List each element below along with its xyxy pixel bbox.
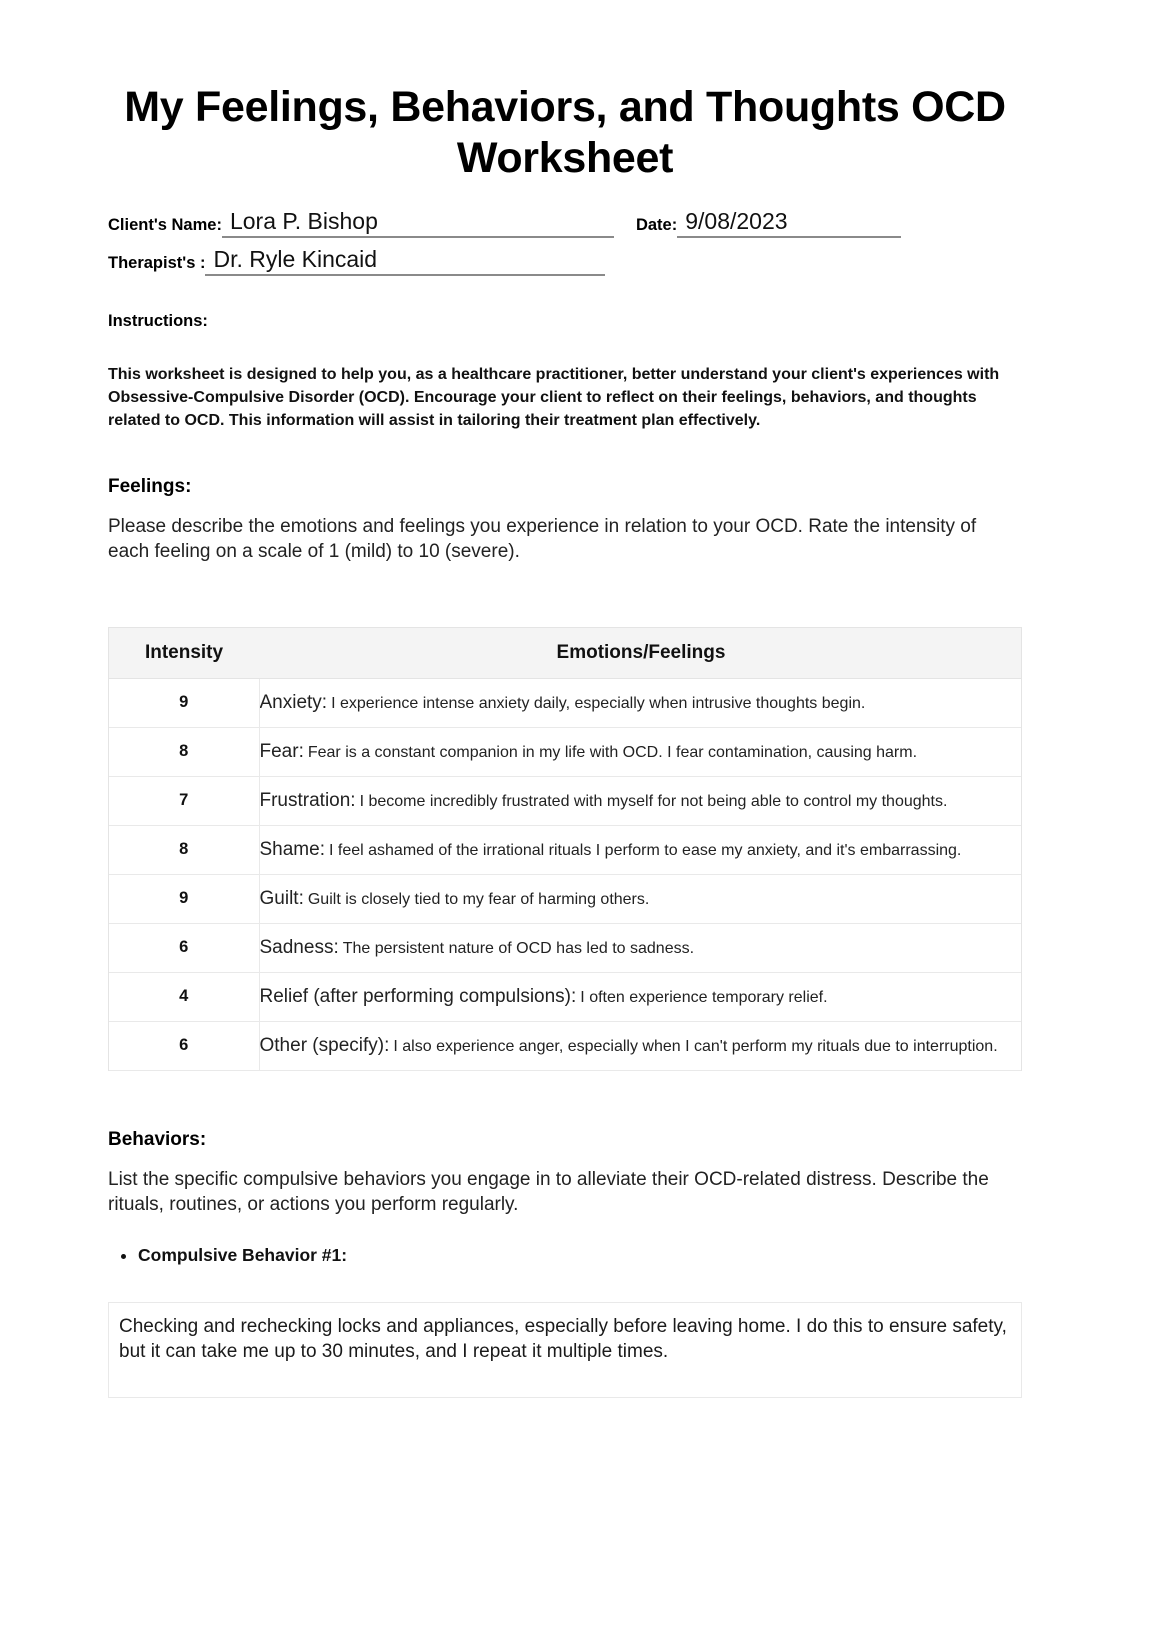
- emotion-description: I experience intense anxiety daily, especially when intrusive thoughts begin.: [331, 694, 866, 712]
- intensity-cell[interactable]: 6: [109, 923, 259, 972]
- feelings-table-body: [109, 678, 1022, 1070]
- emotion-label: Frustration:: [259, 789, 356, 811]
- feelings-table-wrapper: [108, 627, 1022, 1071]
- emotion-description: The persistent nature of OCD has led to sadness.: [342, 939, 695, 957]
- column-header-intensity: Intensity: [109, 628, 259, 679]
- table-row: [109, 923, 1022, 972]
- therapist-label: Therapist's :: [108, 253, 206, 272]
- intensity-cell[interactable]: 8: [109, 727, 259, 776]
- table-row: [109, 1021, 1022, 1070]
- list-item: • Compulsive Behavior #1:: [138, 1245, 1022, 1266]
- page-title: My Feelings, Behaviors, and Thoughts OCD Worksheet: [124, 83, 1006, 182]
- emotion-description: I feel ashamed of the irrational rituals I perform to ease my anxiety, and it's embarrassing.: [328, 841, 962, 859]
- intensity-cell[interactable]: 8: [109, 825, 259, 874]
- table-row: [109, 972, 1022, 1021]
- table-row: [109, 825, 1022, 874]
- table-header-row: [109, 628, 1022, 679]
- emotion-cell[interactable]: [259, 874, 1022, 923]
- behaviors-prompt: List the specific compulsive behaviors you engage in to alleviate their OCD-related distress. Describe the rituals, routines, or actions you perform regularly.: [108, 1168, 989, 1215]
- intensity-cell[interactable]: 7: [109, 776, 259, 825]
- emotion-label: Sadness:: [259, 936, 339, 958]
- emotion-cell[interactable]: [259, 923, 1022, 972]
- feelings-table-head: [109, 628, 1022, 679]
- emotion-description: Fear is a constant companion in my life with OCD. I fear contamination, causing harm.: [307, 743, 918, 761]
- column-header-emotions: Emotions/Feelings: [259, 628, 1022, 679]
- intensity-cell[interactable]: 9: [109, 874, 259, 923]
- intensity-cell[interactable]: 9: [109, 678, 259, 727]
- instructions-body: This worksheet is designed to help you, as a healthcare practitioner, better understand your client's experiences with Obsessive-Compulsive Disorder (OCD). Encourage your client to reflect on their feelings, behaviors, and thoughts related to OCD. This information will assist in tailoring their treatment plan effectively.: [108, 365, 1000, 430]
- table-row: [109, 727, 1022, 776]
- behavior-answer-text: Checking and rechecking locks and appliances, especially before leaving home. I do this to ensure safety, but it can take me up to 30 minutes, and I repeat it multiple times.: [119, 1316, 1007, 1362]
- client-name-row: [108, 209, 1022, 238]
- client-info-form: [108, 209, 1022, 276]
- client-name-field[interactable]: Lora P. Bishop: [222, 209, 614, 238]
- behavior-answer-box[interactable]: [108, 1302, 1022, 1398]
- date-label: Date:: [635, 216, 678, 235]
- client-name-label: Client's Name:: [108, 216, 222, 235]
- emotion-label: Other (specify):: [259, 1034, 390, 1056]
- instructions-heading: Instructions:: [108, 311, 208, 330]
- feelings-heading: Feelings:: [108, 476, 192, 498]
- emotion-description: Guilt is closely tied to my fear of harming others.: [307, 890, 650, 908]
- table-row: [109, 678, 1022, 727]
- worksheet-content: [108, 0, 1022, 1398]
- table-row: [109, 874, 1022, 923]
- emotion-label: Fear:: [259, 740, 304, 762]
- emotion-cell[interactable]: [259, 727, 1022, 776]
- feelings-prompt: Please describe the emotions and feelings you experience in relation to your OCD. Rate the intensity of each feeling on a scale of 1 (mild) to 10 (severe).: [108, 516, 977, 563]
- intensity-cell[interactable]: 4: [109, 972, 259, 1021]
- emotion-cell[interactable]: [259, 972, 1022, 1021]
- emotion-cell[interactable]: [259, 776, 1022, 825]
- emotion-cell[interactable]: [259, 1021, 1022, 1070]
- behaviors-bullet-list: [108, 1245, 1022, 1266]
- date-field[interactable]: 9/08/2023: [677, 209, 901, 238]
- emotion-label: Relief (after performing compulsions):: [259, 985, 577, 1007]
- feelings-table: [109, 628, 1022, 1071]
- emotion-label: Guilt:: [259, 887, 304, 909]
- therapist-field[interactable]: Dr. Ryle Kincaid: [205, 247, 605, 276]
- emotion-cell[interactable]: [259, 678, 1022, 727]
- table-row: [109, 776, 1022, 825]
- emotion-label: Shame:: [259, 838, 325, 860]
- emotion-description: I become incredibly frustrated with myself for not being able to control my thoughts.: [359, 792, 948, 810]
- therapist-row: [108, 247, 1022, 276]
- emotion-description: I also experience anger, especially when I can't perform my rituals due to interruption.: [393, 1037, 998, 1055]
- behaviors-heading: Behaviors:: [108, 1128, 207, 1150]
- intensity-cell[interactable]: 6: [109, 1021, 259, 1070]
- emotion-label: Anxiety:: [259, 691, 328, 713]
- emotion-description: I often experience temporary relief.: [580, 988, 828, 1006]
- emotion-cell[interactable]: [259, 825, 1022, 874]
